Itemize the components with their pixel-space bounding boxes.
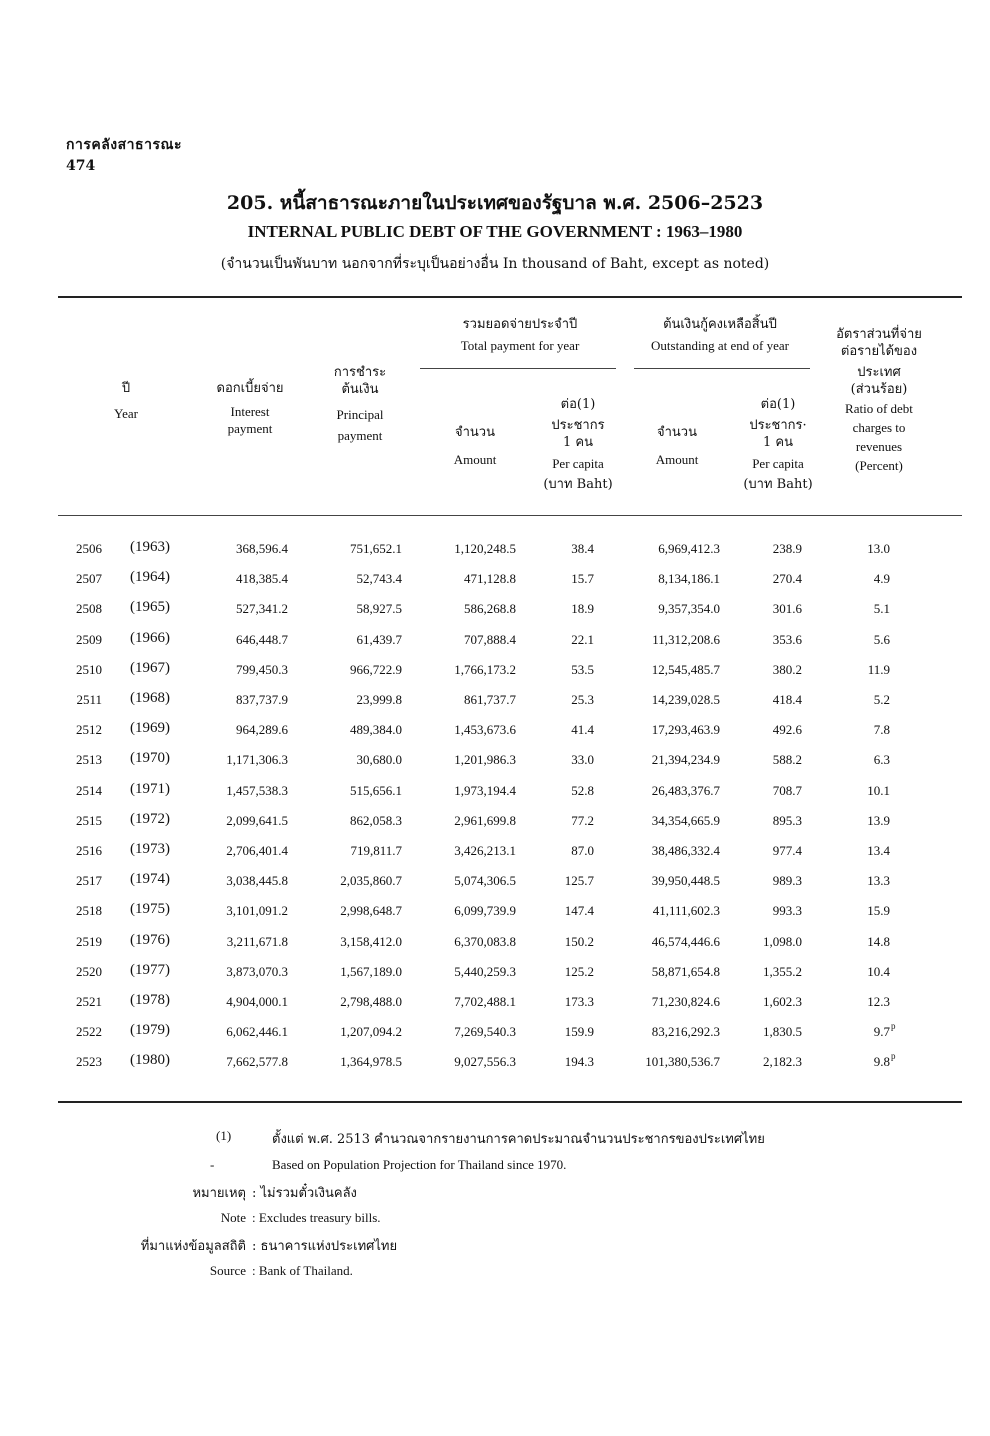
cell-outstanding-percapita: 977.4: [772, 843, 802, 858]
table-title-thai: 205. หนี้สาธารณะภายในประเทศของรัฐบาล พ.ศ. 2506–2523: [226, 192, 764, 214]
cell-total-amount: 1,766,173.2: [454, 661, 516, 677]
cell-total-percapita: 77.2: [571, 812, 594, 828]
cell-total-amount: 6,370,083.8: [454, 933, 516, 949]
cell-principal: 489,384.0: [350, 722, 402, 738]
col-header-total-pc-th2: ประชากร: [551, 418, 605, 433]
cell-outstanding-amount: 39,950,448.5: [651, 873, 720, 889]
cell-principal: 1,364,978.5: [340, 1054, 402, 1070]
cell-ratio: 11.9: [867, 661, 890, 677]
source-label-thai: ที่มาแห่งข้อมูลสถิติ: [140, 1239, 246, 1254]
col-group-outstanding: [620, 316, 820, 354]
cell-interest: 1,457,538.3: [226, 782, 288, 798]
cell-outstanding-amount: 46,574,446.6: [651, 933, 720, 949]
cell-total-percapita: 125.7: [564, 873, 594, 889]
cell-year-ad: (1970): [130, 750, 170, 767]
col-header-year: [90, 380, 162, 422]
cell-principal: 3,158,412.0: [340, 933, 402, 949]
col-header-out-pc-th3: 1 คน: [763, 435, 793, 450]
cell-year-ad: (1964): [130, 569, 170, 586]
footnote-dash: -: [210, 1157, 215, 1172]
cell-principal: 862,058.3: [350, 812, 402, 828]
cell-outstanding-percapita: 238.9: [772, 541, 802, 556]
cell-interest: 799,450.3: [236, 661, 288, 677]
cell-year-be: 2512: [76, 722, 102, 738]
cell-interest: 1,171,306.3: [226, 752, 288, 768]
col-header-outstanding-percapita: [726, 396, 830, 493]
col-header-principal-th1: การชำระ: [333, 365, 387, 380]
col-header-ratio-th3: ประเทศ: [857, 365, 901, 380]
table-row: [0, 843, 990, 873]
col-header-year-en: Year: [114, 406, 138, 421]
col-group-outstanding-en: Outstanding at end of year: [651, 338, 789, 353]
col-header-total-percapita: [528, 396, 628, 493]
cell-outstanding-percapita: 492.6: [772, 722, 802, 738]
cell-outstanding-amount: 26,483,376.7: [651, 782, 720, 798]
col-header-out-amount-th: จำนวน: [657, 425, 697, 440]
cell-principal: 30,680.0: [356, 752, 402, 768]
cell-outstanding-percapita: 989.3: [772, 873, 802, 889]
cell-total-amount: 707,888.4: [464, 631, 516, 647]
table-row: [0, 1021, 990, 1054]
cell-year-be: 2510: [76, 661, 102, 677]
table-row: [0, 659, 990, 692]
cell-outstanding-percapita: 1,098.0: [763, 933, 802, 949]
col-group-outstanding-th: ต้นเงินกู้คงเหลือสิ้นปี: [663, 317, 777, 332]
cell-year-ad: (1963): [130, 539, 170, 555]
cell-total-amount: 6,099,739.9: [454, 903, 516, 919]
cell-ratio: 5.6: [873, 631, 890, 647]
cell-total-percapita: 147.4: [564, 903, 594, 919]
col-header-ratio-en3: revenues: [855, 439, 903, 454]
cell-outstanding-amount: 38,486,332.4: [651, 843, 720, 858]
cell-year-ad: (1974): [130, 871, 170, 888]
cell-outstanding-percapita: 380.2: [772, 661, 802, 677]
cell-total-percapita: 125.2: [564, 963, 594, 979]
col-header-outstanding-amount: [634, 424, 720, 468]
cell-total-amount: 1,201,986.3: [454, 752, 516, 768]
cell-interest: 2,706,401.4: [226, 843, 288, 858]
cell-ratio: 14.8: [867, 933, 890, 949]
cell-year-ad: (1976): [130, 931, 170, 948]
cell-year-be: 2509: [76, 631, 102, 647]
cell-ratio: 5.1: [873, 601, 890, 617]
remark-label-english: Note: [220, 1210, 246, 1225]
cell-year-ad: (1967): [130, 659, 170, 676]
col-header-total-pc-en: Per capita: [552, 456, 604, 471]
cell-outstanding-amount: 71,230,824.6: [651, 994, 720, 1009]
col-group-total-en: Total payment for year: [460, 338, 580, 353]
cell-total-amount: 471,128.8: [464, 571, 516, 587]
col-header-total-pc-unit: (บาท Baht): [543, 477, 613, 492]
cell-outstanding-percapita: 588.2: [772, 752, 802, 768]
cell-outstanding-percapita: 1,355.2: [763, 963, 802, 979]
col-header-ratio-th4: (ส่วนร้อย): [850, 382, 908, 397]
cell-principal: 2,798,488.0: [340, 994, 402, 1009]
cell-principal: 751,652.1: [350, 541, 402, 556]
remark-label-thai: หมายเหตุ: [192, 1186, 246, 1201]
cell-outstanding-amount: 17,293,463.9: [651, 722, 720, 738]
cell-outstanding-amount: 8,134,186.1: [658, 571, 720, 587]
cell-total-amount: 9,027,556.3: [454, 1054, 516, 1070]
table-row: [0, 601, 990, 631]
cell-principal: 966,722.9: [350, 661, 402, 677]
cell-interest: 2,099,641.5: [226, 812, 288, 828]
cell-interest: 4,904,000.1: [226, 994, 288, 1009]
cell-year-ad: (1969): [130, 720, 170, 737]
cell-principal: 23,999.8: [356, 692, 402, 707]
source-thai: : ธนาคารแห่งประเทศไทย: [252, 1239, 398, 1254]
cell-total-percapita: 41.4: [571, 722, 594, 738]
cell-year-be: 2506: [76, 541, 102, 556]
cell-total-amount: 861,737.7: [464, 692, 516, 707]
cell-year-ad: (1977): [130, 961, 170, 978]
table-row: [0, 931, 990, 964]
footnote-marker: (1): [216, 1128, 232, 1143]
col-header-out-amount-en: Amount: [655, 452, 699, 467]
cell-total-amount: 5,440,259.3: [454, 963, 516, 979]
source-english: : Bank of Thailand.: [252, 1263, 353, 1278]
footnote-english: Based on Population Projection for Thailand since 1970.: [272, 1157, 567, 1172]
cell-outstanding-amount: 6,969,412.3: [658, 541, 720, 556]
cell-interest: 3,873,070.3: [226, 963, 288, 979]
col-header-ratio-en4: (Percent): [855, 458, 903, 473]
col-header-interest-en2: payment: [227, 421, 273, 436]
cell-outstanding-amount: 21,394,234.9: [651, 752, 720, 768]
cell-principal: 1,567,189.0: [340, 963, 402, 979]
cell-year-ad: (1971): [130, 780, 170, 797]
col-header-total-amount: [432, 424, 518, 468]
footnote-thai: ตั้งแต่ พ.ศ. 2513 คำนวณจากรายงานการคาดประมาณจำนวนประชากรของประเทศไทย: [272, 1132, 765, 1147]
col-header-ratio: [820, 326, 938, 474]
cell-interest: 3,211,671.8: [226, 933, 288, 949]
table-row: [0, 541, 990, 571]
cell-total-amount: 7,269,540.3: [454, 1024, 516, 1040]
col-header-total-amount-th: จำนวน: [455, 425, 495, 440]
cell-year-be: 2508: [76, 601, 102, 617]
cell-interest: 837,737.9: [236, 692, 288, 707]
cell-outstanding-amount: 9,357,354.0: [658, 601, 720, 617]
cell-outstanding-percapita: 993.3: [772, 903, 802, 919]
cell-interest: 3,038,445.8: [226, 873, 288, 889]
cell-outstanding-percapita: 1,830.5: [763, 1024, 802, 1040]
cell-year-ad: (1972): [130, 810, 170, 827]
cell-year-be: 2517: [76, 873, 102, 889]
cell-outstanding-percapita: 1,602.3: [763, 994, 802, 1009]
cell-ratio: 13.4: [867, 843, 890, 858]
cell-year-ad: (1973): [130, 841, 170, 857]
cell-year-be: 2519: [76, 933, 102, 949]
cell-year-ad: (1980): [130, 1052, 170, 1069]
col-header-ratio-en2: charges to: [852, 420, 906, 435]
col-header-ratio-th2: ต่อรายได้ของ: [840, 344, 918, 359]
preliminary-mark: p: [891, 1021, 896, 1032]
col-header-out-pc-th2: ประชากร·: [749, 418, 807, 433]
cell-year-ad: (1978): [130, 992, 170, 1008]
cell-total-amount: 5,074,306.5: [454, 873, 516, 889]
cell-interest: 418,385.4: [236, 571, 288, 587]
col-header-out-pc-th1: ต่อ(1): [760, 397, 796, 412]
cell-outstanding-amount: 14,239,028.5: [651, 692, 720, 707]
cell-total-amount: 2,961,699.8: [454, 812, 516, 828]
col-header-principal-th2: ต้นเงิน: [341, 382, 379, 397]
cell-year-be: 2523: [76, 1054, 102, 1070]
col-header-interest: [198, 380, 302, 437]
col-header-principal: [312, 364, 408, 444]
cell-ratio: 4.9: [873, 571, 890, 587]
cell-ratio: 12.3: [867, 994, 890, 1009]
table-row: [0, 780, 990, 813]
cell-year-ad: (1965): [130, 599, 170, 616]
cell-total-percapita: 87.0: [571, 843, 594, 858]
source-label-english: Source: [209, 1263, 246, 1278]
table-row: [0, 994, 990, 1024]
remark-thai: : ไม่รวมตั๋วเงินคลัง: [252, 1186, 357, 1201]
cell-outstanding-percapita: 708.7: [772, 782, 802, 798]
cell-total-amount: 1,453,673.6: [454, 722, 516, 738]
cell-total-percapita: 159.9: [564, 1024, 594, 1040]
cell-year-be: 2522: [76, 1024, 102, 1040]
cell-ratio: 13.9: [867, 812, 890, 828]
cell-outstanding-percapita: 895.3: [772, 812, 802, 828]
cell-total-amount: 7,702,488.1: [454, 994, 516, 1009]
preliminary-mark: p: [891, 1051, 896, 1062]
cell-ratio: 6.3: [873, 752, 890, 768]
cell-outstanding-amount: 11,312,208.6: [652, 631, 720, 647]
cell-outstanding-amount: 58,871,654.8: [651, 963, 720, 979]
cell-ratio: 9.8: [873, 1054, 890, 1070]
cell-total-amount: 3,426,213.1: [454, 843, 516, 858]
page-number: 474: [66, 158, 96, 174]
cell-year-be: 2507: [76, 571, 102, 587]
cell-total-percapita: 173.3: [564, 994, 594, 1009]
cell-ratio: 13.0: [867, 541, 890, 556]
group-rule-total: [420, 368, 616, 369]
cell-interest: 7,662,577.8: [226, 1054, 288, 1070]
group-rule-outstanding: [634, 368, 810, 369]
cell-principal: 1,207,094.2: [340, 1024, 402, 1040]
cell-total-percapita: 22.1: [571, 631, 594, 647]
col-header-out-pc-unit: (บาท Baht): [743, 477, 813, 492]
cell-total-amount: 1,120,248.5: [454, 541, 516, 556]
cell-total-percapita: 33.0: [571, 752, 594, 768]
table-row: [0, 873, 990, 903]
col-header-principal-en1: Principal: [336, 407, 384, 422]
table-row: [0, 1051, 990, 1084]
cell-principal: 61,439.7: [356, 631, 402, 647]
cell-principal: 2,035,860.7: [340, 873, 402, 889]
cell-year-be: 2520: [76, 963, 102, 979]
col-group-total-th: รวมยอดจ่ายประจำปี: [462, 317, 578, 332]
cell-interest: 368,596.4: [236, 541, 288, 556]
col-header-total-amount-en: Amount: [453, 452, 497, 467]
cell-total-percapita: 150.2: [564, 933, 594, 949]
table-row: [0, 810, 990, 843]
col-header-total-pc-th1: ต่อ(1): [560, 397, 596, 412]
table-row: [0, 692, 990, 722]
cell-total-percapita: 25.3: [571, 692, 594, 707]
cell-ratio: 7.8: [873, 722, 890, 738]
cell-principal: 52,743.4: [356, 571, 402, 587]
cell-interest: 6,062,446.1: [226, 1024, 288, 1040]
table-title-english: INTERNAL PUBLIC DEBT OF THE GOVERNMENT : 1963–1980: [247, 222, 743, 241]
cell-interest: 527,341.2: [236, 601, 288, 617]
col-header-principal-en2: payment: [337, 428, 383, 443]
cell-total-amount: 586,268.8: [464, 601, 516, 617]
cell-year-ad: (1966): [130, 629, 170, 646]
cell-year-be: 2511: [76, 692, 102, 707]
cell-principal: 58,927.5: [356, 601, 402, 617]
cell-year-be: 2513: [76, 752, 102, 768]
section-title: การคลังสาธารณะ: [66, 137, 182, 153]
cell-total-percapita: 194.3: [564, 1054, 594, 1070]
cell-outstanding-percapita: 418.4: [772, 692, 802, 707]
cell-year-be: 2516: [76, 843, 102, 858]
table-row: [0, 903, 990, 933]
table-top-rule: [58, 296, 962, 298]
cell-principal: 515,656.1: [350, 782, 402, 798]
cell-principal: 2,998,648.7: [340, 903, 402, 919]
cell-ratio: 10.1: [867, 782, 890, 798]
cell-total-percapita: 53.5: [571, 661, 594, 677]
col-header-out-pc-en: Per capita: [752, 456, 804, 471]
cell-outstanding-amount: 12,545,485.7: [651, 661, 720, 677]
cell-year-be: 2515: [76, 812, 102, 828]
cell-total-percapita: 52.8: [571, 782, 594, 798]
cell-outstanding-percapita: 301.6: [772, 601, 802, 617]
units-note: (จำนวนเป็นพันบาท นอกจากที่ระบุเป็นอย่างอื่น In thousand of Baht, except as noted): [220, 256, 770, 272]
remark-english: : Excludes treasury bills.: [252, 1210, 381, 1225]
cell-outstanding-amount: 41,111,602.3: [652, 903, 720, 919]
cell-total-percapita: 38.4: [571, 541, 594, 556]
cell-outstanding-amount: 101,380,536.7: [645, 1054, 720, 1070]
cell-interest: 3,101,091.2: [226, 903, 288, 919]
cell-year-ad: (1979): [130, 1022, 170, 1039]
table-row: [0, 961, 990, 994]
cell-total-percapita: 18.9: [571, 601, 594, 617]
cell-year-ad: (1968): [130, 690, 170, 706]
cell-outstanding-percapita: 353.6: [772, 631, 802, 647]
cell-ratio: 13.3: [867, 873, 890, 889]
cell-year-be: 2518: [76, 903, 102, 919]
col-header-ratio-th1: อัตราส่วนที่จ่าย: [836, 327, 922, 342]
col-header-interest-en1: Interest: [230, 404, 270, 419]
col-header-ratio-en1: Ratio of debt: [845, 401, 913, 416]
cell-ratio: 10.4: [867, 963, 890, 979]
cell-total-amount: 1,973,194.4: [454, 782, 516, 798]
cell-ratio: 9.7: [873, 1024, 890, 1040]
table-bottom-rule: [58, 1101, 962, 1103]
cell-interest: 646,448.7: [236, 631, 288, 647]
cell-interest: 964,289.6: [236, 722, 288, 738]
col-group-total-payment: [420, 316, 620, 354]
cell-outstanding-percapita: 2,182.3: [763, 1054, 802, 1070]
cell-ratio: 5.2: [873, 692, 890, 707]
cell-outstanding-percapita: 270.4: [772, 571, 802, 587]
col-header-interest-th: ดอกเบี้ยจ่าย: [216, 381, 284, 396]
cell-year-ad: (1975): [130, 901, 170, 918]
header-bottom-rule: [58, 515, 962, 516]
table-row: [0, 722, 990, 752]
cell-ratio: 15.9: [867, 903, 890, 919]
table-row: [0, 752, 990, 782]
cell-outstanding-amount: 83,216,292.3: [651, 1024, 720, 1040]
col-header-year-th: ปี: [121, 381, 131, 396]
cell-year-be: 2514: [76, 782, 102, 798]
col-header-total-pc-th3: 1 คน: [563, 435, 593, 450]
table-row: [0, 571, 990, 601]
cell-year-be: 2521: [76, 994, 102, 1009]
table-row: [0, 629, 990, 662]
cell-principal: 719,811.7: [350, 843, 402, 858]
cell-outstanding-amount: 34,354,665.9: [651, 812, 720, 828]
cell-total-percapita: 15.7: [571, 571, 594, 587]
